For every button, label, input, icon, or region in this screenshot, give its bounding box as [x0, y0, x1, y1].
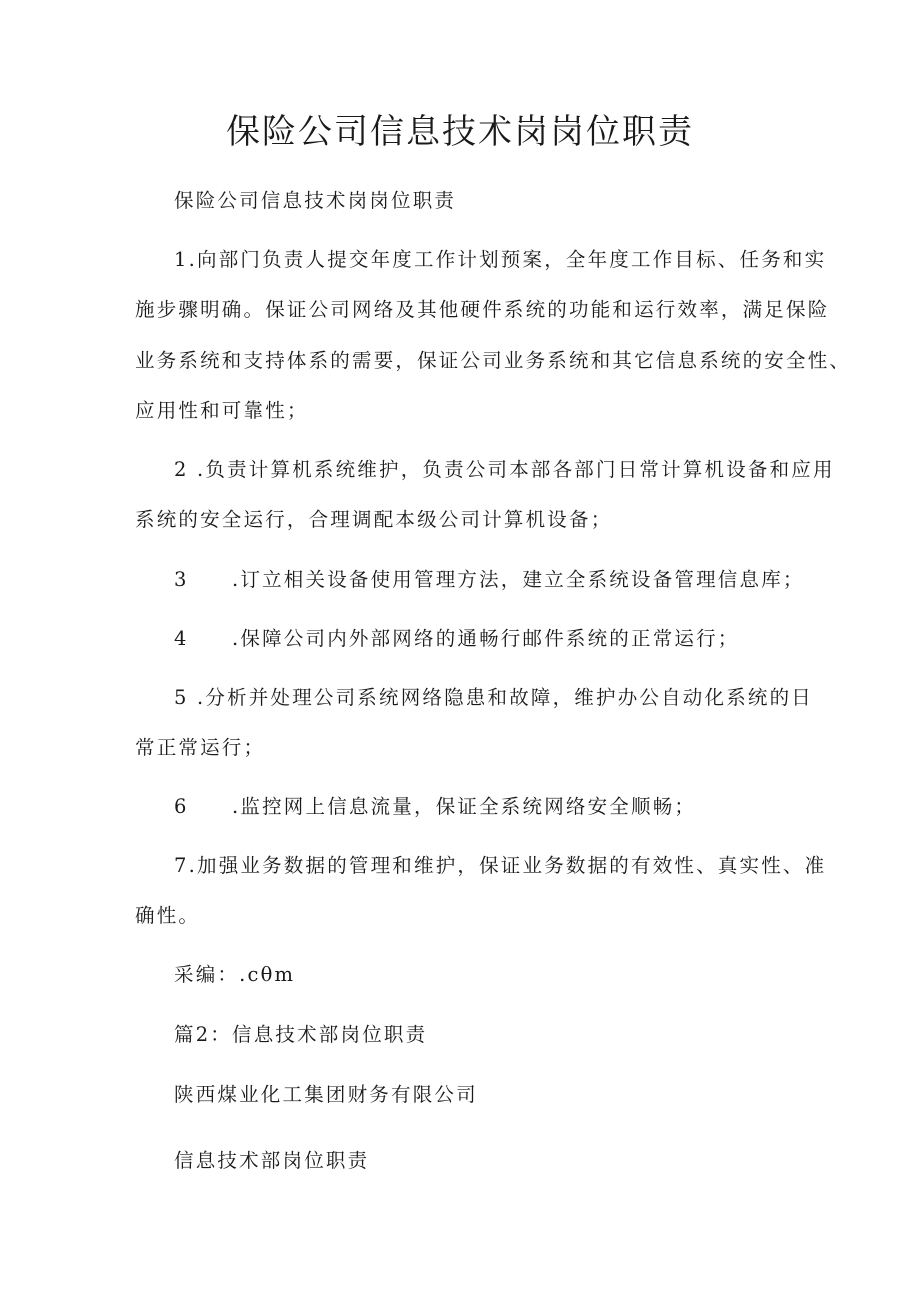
paragraph-1-line-2: 施步骤明确。保证公司网络及其他硬件系统的功能和运行效率，满足保险 — [135, 298, 830, 321]
paragraph-2-line-1: 2 .负责计算机系统维护，负责公司本部各部门日常计算机设备和应用 — [174, 458, 835, 481]
paragraph-4: 4 .保障公司内外部网络的通畅行邮件系统的正常运行； — [174, 627, 740, 650]
paragraph-2-line-2: 系统的安全运行，合理调配本级公司计算机设备； — [135, 508, 613, 531]
section-2-heading: 篇2：信息技术部岗位职责 — [174, 1023, 428, 1046]
paragraph-7-line-2: 确性。 — [135, 904, 201, 927]
source-note: 采编：.cθm — [174, 963, 296, 986]
paragraph-7-line-1: 7.加强业务数据的管理和维护，保证业务数据的有效性、真实性、准 — [174, 854, 827, 877]
department-heading: 信息技术部岗位职责 — [174, 1149, 370, 1172]
paragraph-1-line-4: 应用性和可靠性； — [135, 399, 309, 422]
paragraph-5-line-1: 5 .分析并处理公司系统网络隐患和故障，维护办公自动化系统的日 — [174, 686, 814, 709]
paragraph-1-line-3: 业务系统和支持体系的需要，保证公司业务系统和其它信息系统的安全性、 — [135, 349, 852, 372]
company-name: 陕西煤业化工集团财务有限公司 — [174, 1083, 478, 1106]
paragraph-1-line-1: 1.向部门负责人提交年度工作计划预案，全年度工作目标、任务和实 — [174, 248, 827, 271]
document-title: 保险公司信息技术岗岗位职责 — [226, 112, 694, 152]
document-subtitle: 保险公司信息技术岗岗位职责 — [174, 189, 457, 212]
paragraph-3: 3 .订立相关设备使用管理方法，建立全系统设备管理信息库； — [174, 568, 805, 591]
paragraph-6: 6 .监控网上信息流量，保证全系统网络安全顺畅； — [174, 795, 697, 818]
paragraph-5-line-2: 常正常运行； — [135, 736, 266, 759]
